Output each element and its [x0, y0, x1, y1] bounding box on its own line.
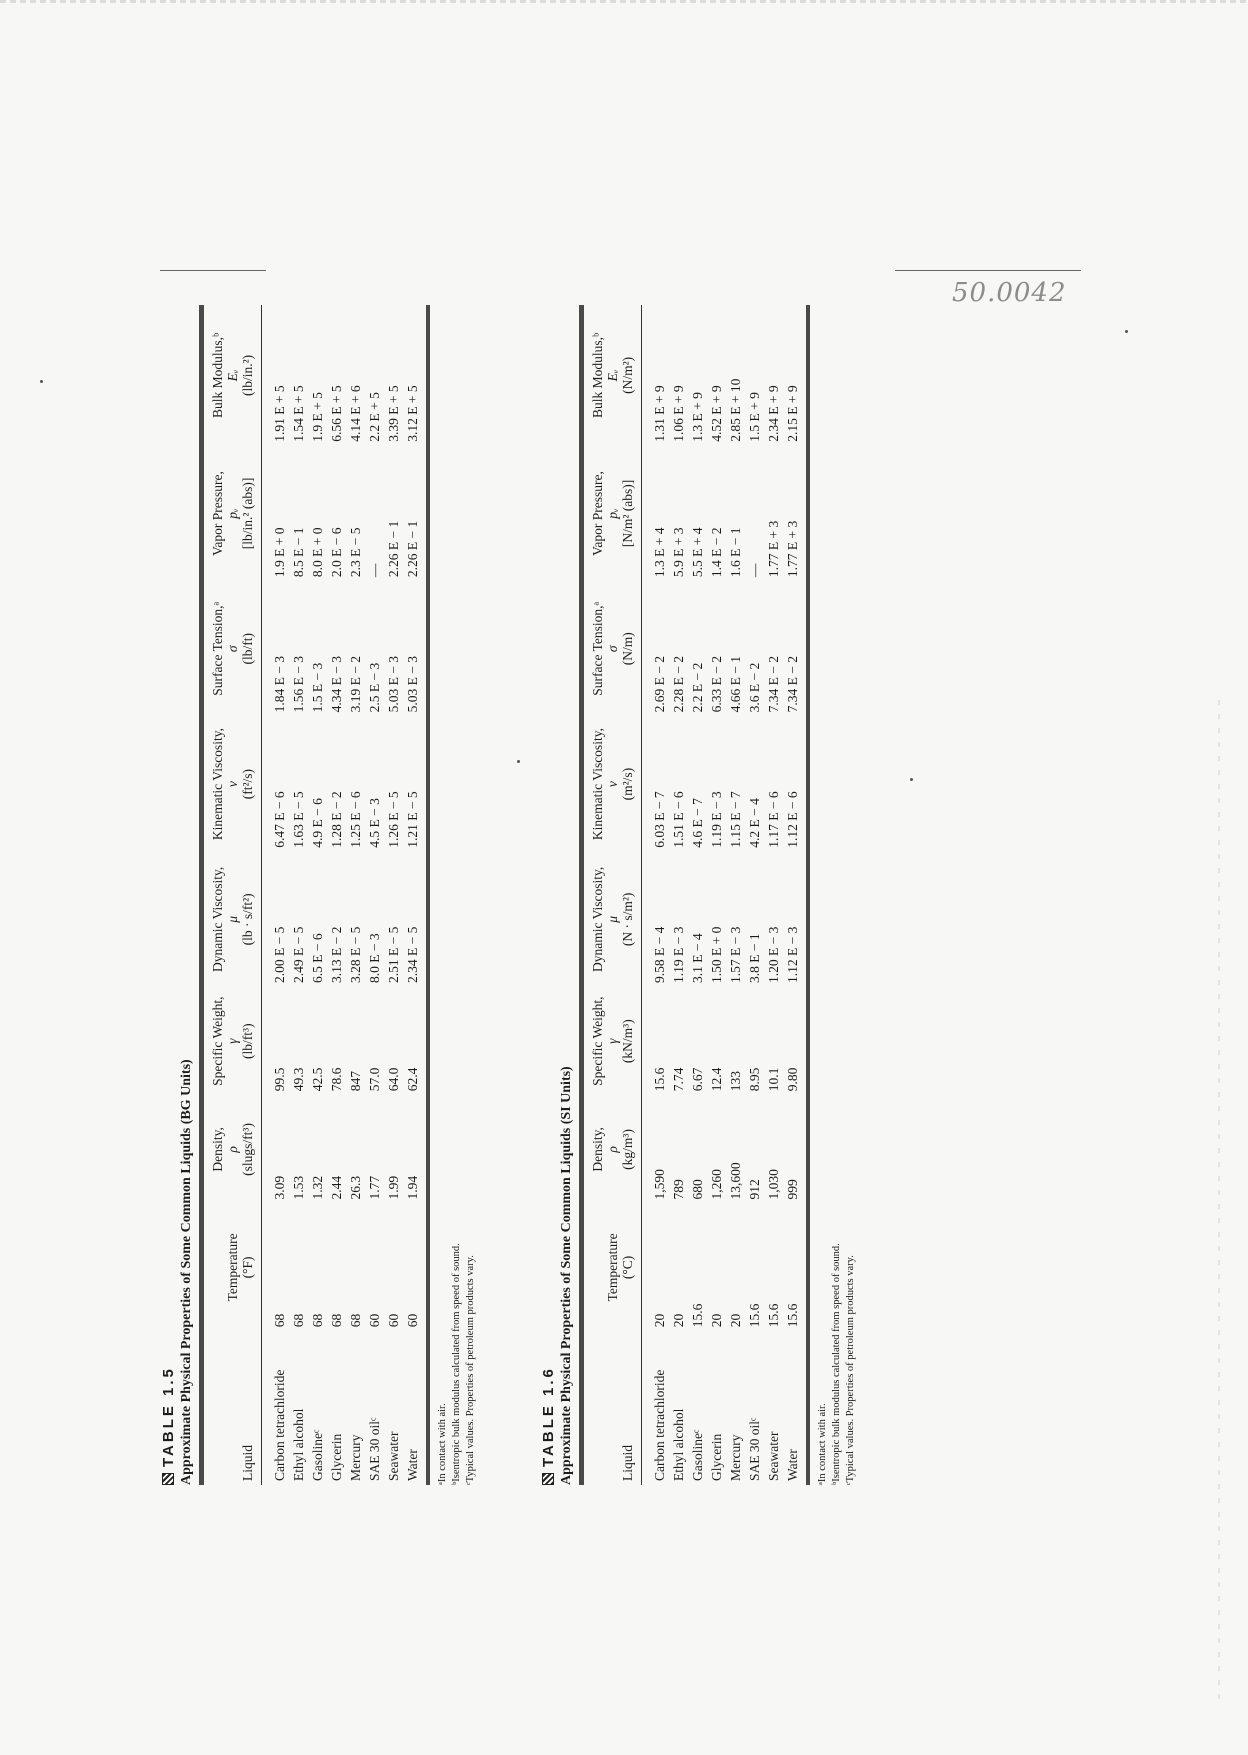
- col-header-dynamic-viscosity: Dynamic Viscosity, μ (lb · s/ft²): [210, 866, 255, 973]
- table-row: Ethyl alcohol 68 1.53 49.3 2.49 E − 5 1.63 E − 5 1.56 E − 3 8.5 E − 1 1.54 E + 5: [291, 385, 306, 1481]
- table-row: Carbon tetrachloride 68 3.09 99.5 2.00 E − 5 6.47 E − 6 1.84 E − 3 1.9 E + 0 1.91 E + 5: [272, 385, 287, 1481]
- col-header-bulk-modulus: Bulk Modulus,ᵇ Eᵥ (lb/in.²): [210, 332, 255, 418]
- table-footnotes: [816, 305, 858, 1485]
- col-header-dynamic-viscosity: Dynamic Viscosity, μ (N · s/m²): [590, 866, 635, 973]
- properties-table-bg: [204, 305, 422, 1485]
- scan-speck: [1125, 330, 1128, 333]
- col-header-kinematic-viscosity: Kinematic Viscosity, ν (ft²/s): [210, 728, 255, 841]
- col-header-liquid: Liquid: [620, 1445, 635, 1481]
- table-1-6-block: [540, 305, 858, 1485]
- table-row: Seawater 15.6 1,030 10.1 1.20 E − 3 1.17 E − 6 7.34 E − 2 1.77 E + 3 2.34 E + 9: [766, 385, 781, 1481]
- handwritten-note: 50.0042: [952, 278, 1067, 308]
- table-row: Carbon tetrachloride 20 1,590 15.6 9.58 E − 4 6.03 E − 7 2.69 E − 2 1.3 E + 4 1.31 E + 9: [652, 385, 667, 1481]
- header-divider: [642, 305, 651, 1485]
- table-caption: Approximate Physical Properties of Some Common Liquids (SI Units): [559, 1066, 574, 1485]
- table-1-5-block: [160, 305, 478, 1485]
- col-header-bulk-modulus: Bulk Modulus,ᵇ Eᵥ (N/m²): [590, 332, 635, 418]
- table-marker-icon: [162, 1473, 174, 1485]
- col-header-temperature: Temperature (°C): [605, 1233, 635, 1302]
- page-rule-left: [160, 270, 266, 271]
- table-row: Glycerin 20 1,260 12.4 1.50 E + 0 1.19 E − 3 6.33 E − 2 1.4 E − 2 4.52 E + 9: [709, 385, 724, 1481]
- footnote-b: ᵇIsentropic bulk modulus calculated from speed of sound.: [831, 1243, 842, 1485]
- table-row: Seawater 60 1.99 64.0 2.51 E − 5 1.26 E − 5 5.03 E − 3 2.26 E − 1 3.39 E + 5: [386, 385, 401, 1481]
- table-row: Water 60 1.94 62.4 2.34 E − 5 1.21 E − 5 5.03 E − 3 2.26 E − 1 3.12 E + 5: [405, 385, 420, 1481]
- table-row: Gasolineᶜ 68 1.32 42.5 6.5 E − 6 4.9 E − 6 1.5 E − 3 8.0 E + 0 1.9 E + 5: [310, 392, 325, 1481]
- col-header-temperature: Temperature (°F): [225, 1233, 255, 1302]
- rotated-page-content: [160, 305, 900, 1485]
- table-caption: Approximate Physical Properties of Some Common Liquids (BG Units): [179, 1059, 194, 1485]
- col-header-specific-weight: Specific Weight, γ (lb/ft³): [210, 996, 255, 1086]
- footnote-b: ᵇIsentropic bulk modulus calculated from speed of sound.: [451, 1243, 462, 1485]
- table-row: Ethyl alcohol 20 789 7.74 1.19 E − 3 1.51 E − 6 2.28 E − 2 5.9 E + 3 1.06 E + 9: [671, 385, 686, 1481]
- header-divider: [262, 305, 271, 1485]
- scan-edge-right: [1218, 700, 1220, 1700]
- table-row: SAE 30 oilᶜ 15.6 912 8.95 3.8 E − 1 4.2 E − 4 3.6 E − 2 — 1.5 E + 9: [747, 392, 762, 1481]
- col-header-specific-weight: Specific Weight, γ (kN/m³): [590, 996, 635, 1086]
- col-header-density: Density, ρ (slugs/ft³): [210, 1123, 255, 1176]
- table-row: Glycerin 68 2.44 78.6 3.13 E − 2 1.28 E − 2 4.34 E − 3 2.0 E − 6 6.56 E + 5: [329, 385, 344, 1481]
- table-marker-icon: [542, 1473, 554, 1485]
- col-header-surface-tension: Surface Tension,ᵃ σ (lb/ft): [210, 601, 255, 696]
- col-header-liquid: Liquid: [240, 1445, 255, 1481]
- col-header-kinematic-viscosity: Kinematic Viscosity, ν (m²/s): [590, 728, 635, 841]
- footnote-a: ᵃIn contact with air.: [437, 1403, 448, 1485]
- col-header-vapor-pressure: Vapor Pressure, pᵥ [N/m² (abs)]: [590, 471, 635, 556]
- table-header-row: [204, 305, 262, 1485]
- footnote-c: ᶜTypical values. Properties of petroleum products vary.: [845, 1255, 856, 1485]
- table-label: TABLE 1.5: [160, 305, 177, 1485]
- properties-table-si: [584, 305, 802, 1485]
- table-bottom-rule: [806, 305, 810, 1485]
- table-bottom-rule: [426, 305, 430, 1485]
- footnote-a: ᵃIn contact with air.: [817, 1403, 828, 1485]
- table-footnotes: [436, 305, 478, 1485]
- table-row: Gasolineᶜ 15.6 680 6.67 3.1 E − 4 4.6 E − 7 2.2 E − 2 5.5 E + 4 1.3 E + 9: [690, 392, 705, 1481]
- scan-speck: [40, 380, 43, 383]
- page-rule-right: [895, 270, 1081, 271]
- footnote-c: ᶜTypical values. Properties of petroleum products vary.: [465, 1255, 476, 1485]
- table-row: SAE 30 oilᶜ 60 1.77 57.0 8.0 E − 3 4.5 E − 3 2.5 E − 3 — 2.2 E + 5: [367, 392, 382, 1481]
- col-header-surface-tension: Surface Tension,ᵃ σ (N/m): [590, 601, 635, 696]
- table-label: TABLE 1.6: [540, 305, 557, 1485]
- table-row: Water 15.6 999 9.80 1.12 E − 3 1.12 E − 6 7.34 E − 2 1.77 E + 3 2.15 E + 9: [785, 385, 800, 1481]
- table-header-row: [584, 305, 642, 1485]
- table-row: Mercury 68 26.3 847 3.28 E − 5 1.25 E − 6 3.19 E − 2 2.3 E − 5 4.14 E + 6: [348, 385, 363, 1481]
- col-header-vapor-pressure: Vapor Pressure, pᵥ [lb/in.² (abs)]: [210, 471, 255, 556]
- scan-edge-top: [0, 0, 1248, 3]
- table-row: Mercury 20 13,600 133 1.57 E − 3 1.15 E − 7 4.66 E − 1 1.6 E − 1 2.85 E + 10: [728, 378, 743, 1481]
- col-header-density: Density, ρ (kg/m³): [590, 1127, 635, 1172]
- scan-speck: [910, 778, 913, 781]
